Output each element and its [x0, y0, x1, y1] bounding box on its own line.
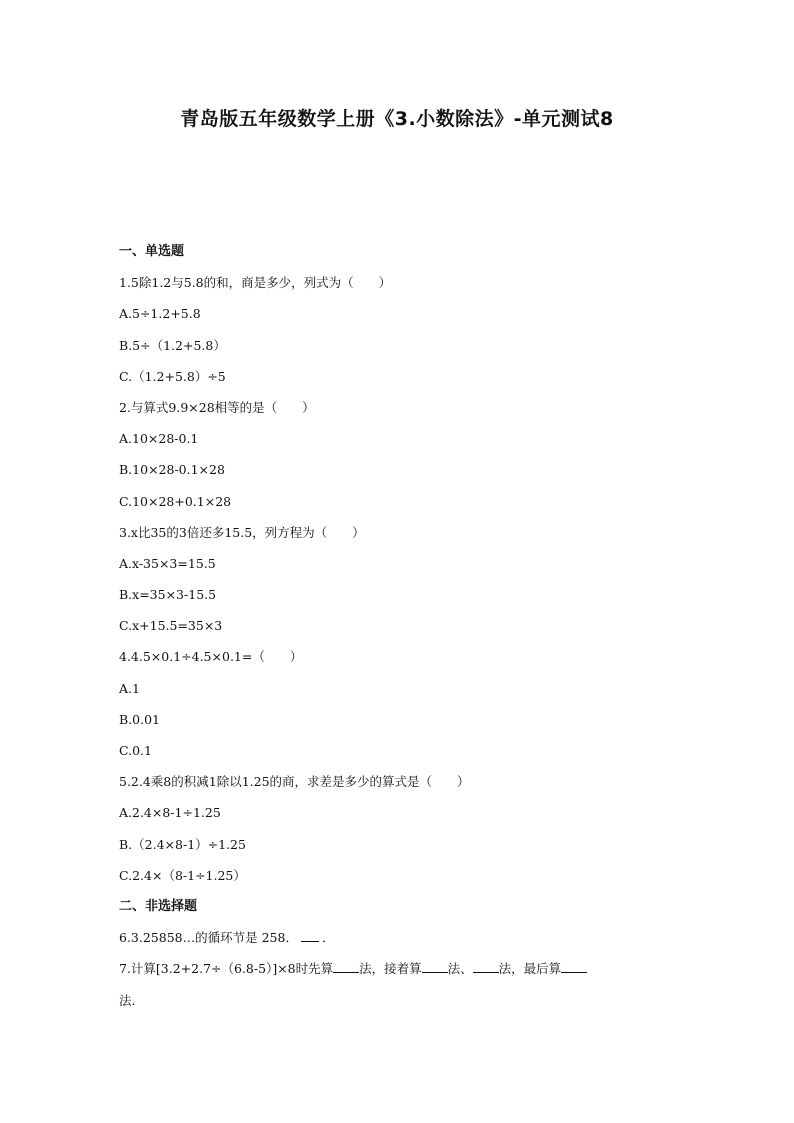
page-title: 青岛版五年级数学上册《3.小数除法》-单元测试8	[180, 108, 614, 130]
question-5-stem: 5.2.4乘8的积减1除以1.25的商，求差是多少的算式是（ ）	[119, 774, 470, 790]
question-1-option-c: C.（1.2+5.8）÷5	[119, 368, 226, 384]
question-7-blank-2[interactable]	[422, 960, 448, 973]
question-7-blank-1[interactable]	[333, 960, 359, 973]
question-3-option-b: B.x=35×3-15.5	[119, 587, 217, 603]
question-1-stem: 1.5除1.2与5.8的和，商是多少，列式为（ ）	[119, 275, 392, 291]
question-6	[119, 922, 689, 953]
question-3-stem: 3.x比35的3倍还多15.5，列方程为（ ）	[119, 524, 365, 540]
question-5-option-b: B.（2.4×8-1）÷1.25	[119, 836, 246, 852]
question-7-blank-4[interactable]	[561, 960, 587, 973]
question-7	[119, 953, 689, 1015]
question-5-option-c: C.2.4×（8-1÷1.25）	[119, 867, 246, 883]
question-6-suffix: ．	[321, 930, 335, 946]
question-6-answer-blank[interactable]	[301, 929, 319, 942]
question-6-prefix: 6.3.25858…的循环节是 258．	[119, 930, 298, 946]
question-7-part-2: 法，接着算	[359, 961, 422, 977]
question-2-stem: 2.与算式9.9×28相等的是（ ）	[119, 399, 315, 415]
question-4-option-b: B.0.01	[119, 711, 160, 727]
question-1-option-a: A.5÷1.2+5.8	[119, 306, 201, 322]
question-1-option-b: B.5÷（1.2+5.8）	[119, 337, 226, 353]
question-4-stem: 4.4.5×0.1÷4.5×0.1=（ ）	[119, 649, 303, 665]
section-heading-single-choice: 一、单选题	[119, 244, 185, 259]
section-heading-non-choice: 二、非选择题	[119, 898, 198, 914]
question-2-option-b: B.10×28-0.1×28	[119, 462, 225, 478]
question-2-option-a: A.10×28-0.1	[119, 431, 199, 447]
question-7-part-5: 法.	[119, 992, 136, 1008]
question-3-option-a: A.x-35×3=15.5	[119, 555, 216, 571]
question-3-option-c: C.x+15.5=35×3	[119, 618, 223, 634]
question-5-option-a: A.2.4×8-1÷1.25	[119, 805, 221, 821]
question-7-part-4: 法，最后算	[498, 961, 562, 977]
question-4-option-c: C.0.1	[119, 743, 152, 758]
question-7-part-1: 7.计算[3.2+2.7÷（6.8-5）]×8时先算	[119, 961, 334, 977]
question-7-blank-3[interactable]	[473, 960, 499, 973]
question-list	[119, 236, 689, 1016]
question-7-part-3: 法、	[447, 961, 473, 977]
question-4-option-a: A.1	[119, 680, 140, 696]
question-2-option-c: C.10×28+0.1×28	[119, 493, 232, 509]
